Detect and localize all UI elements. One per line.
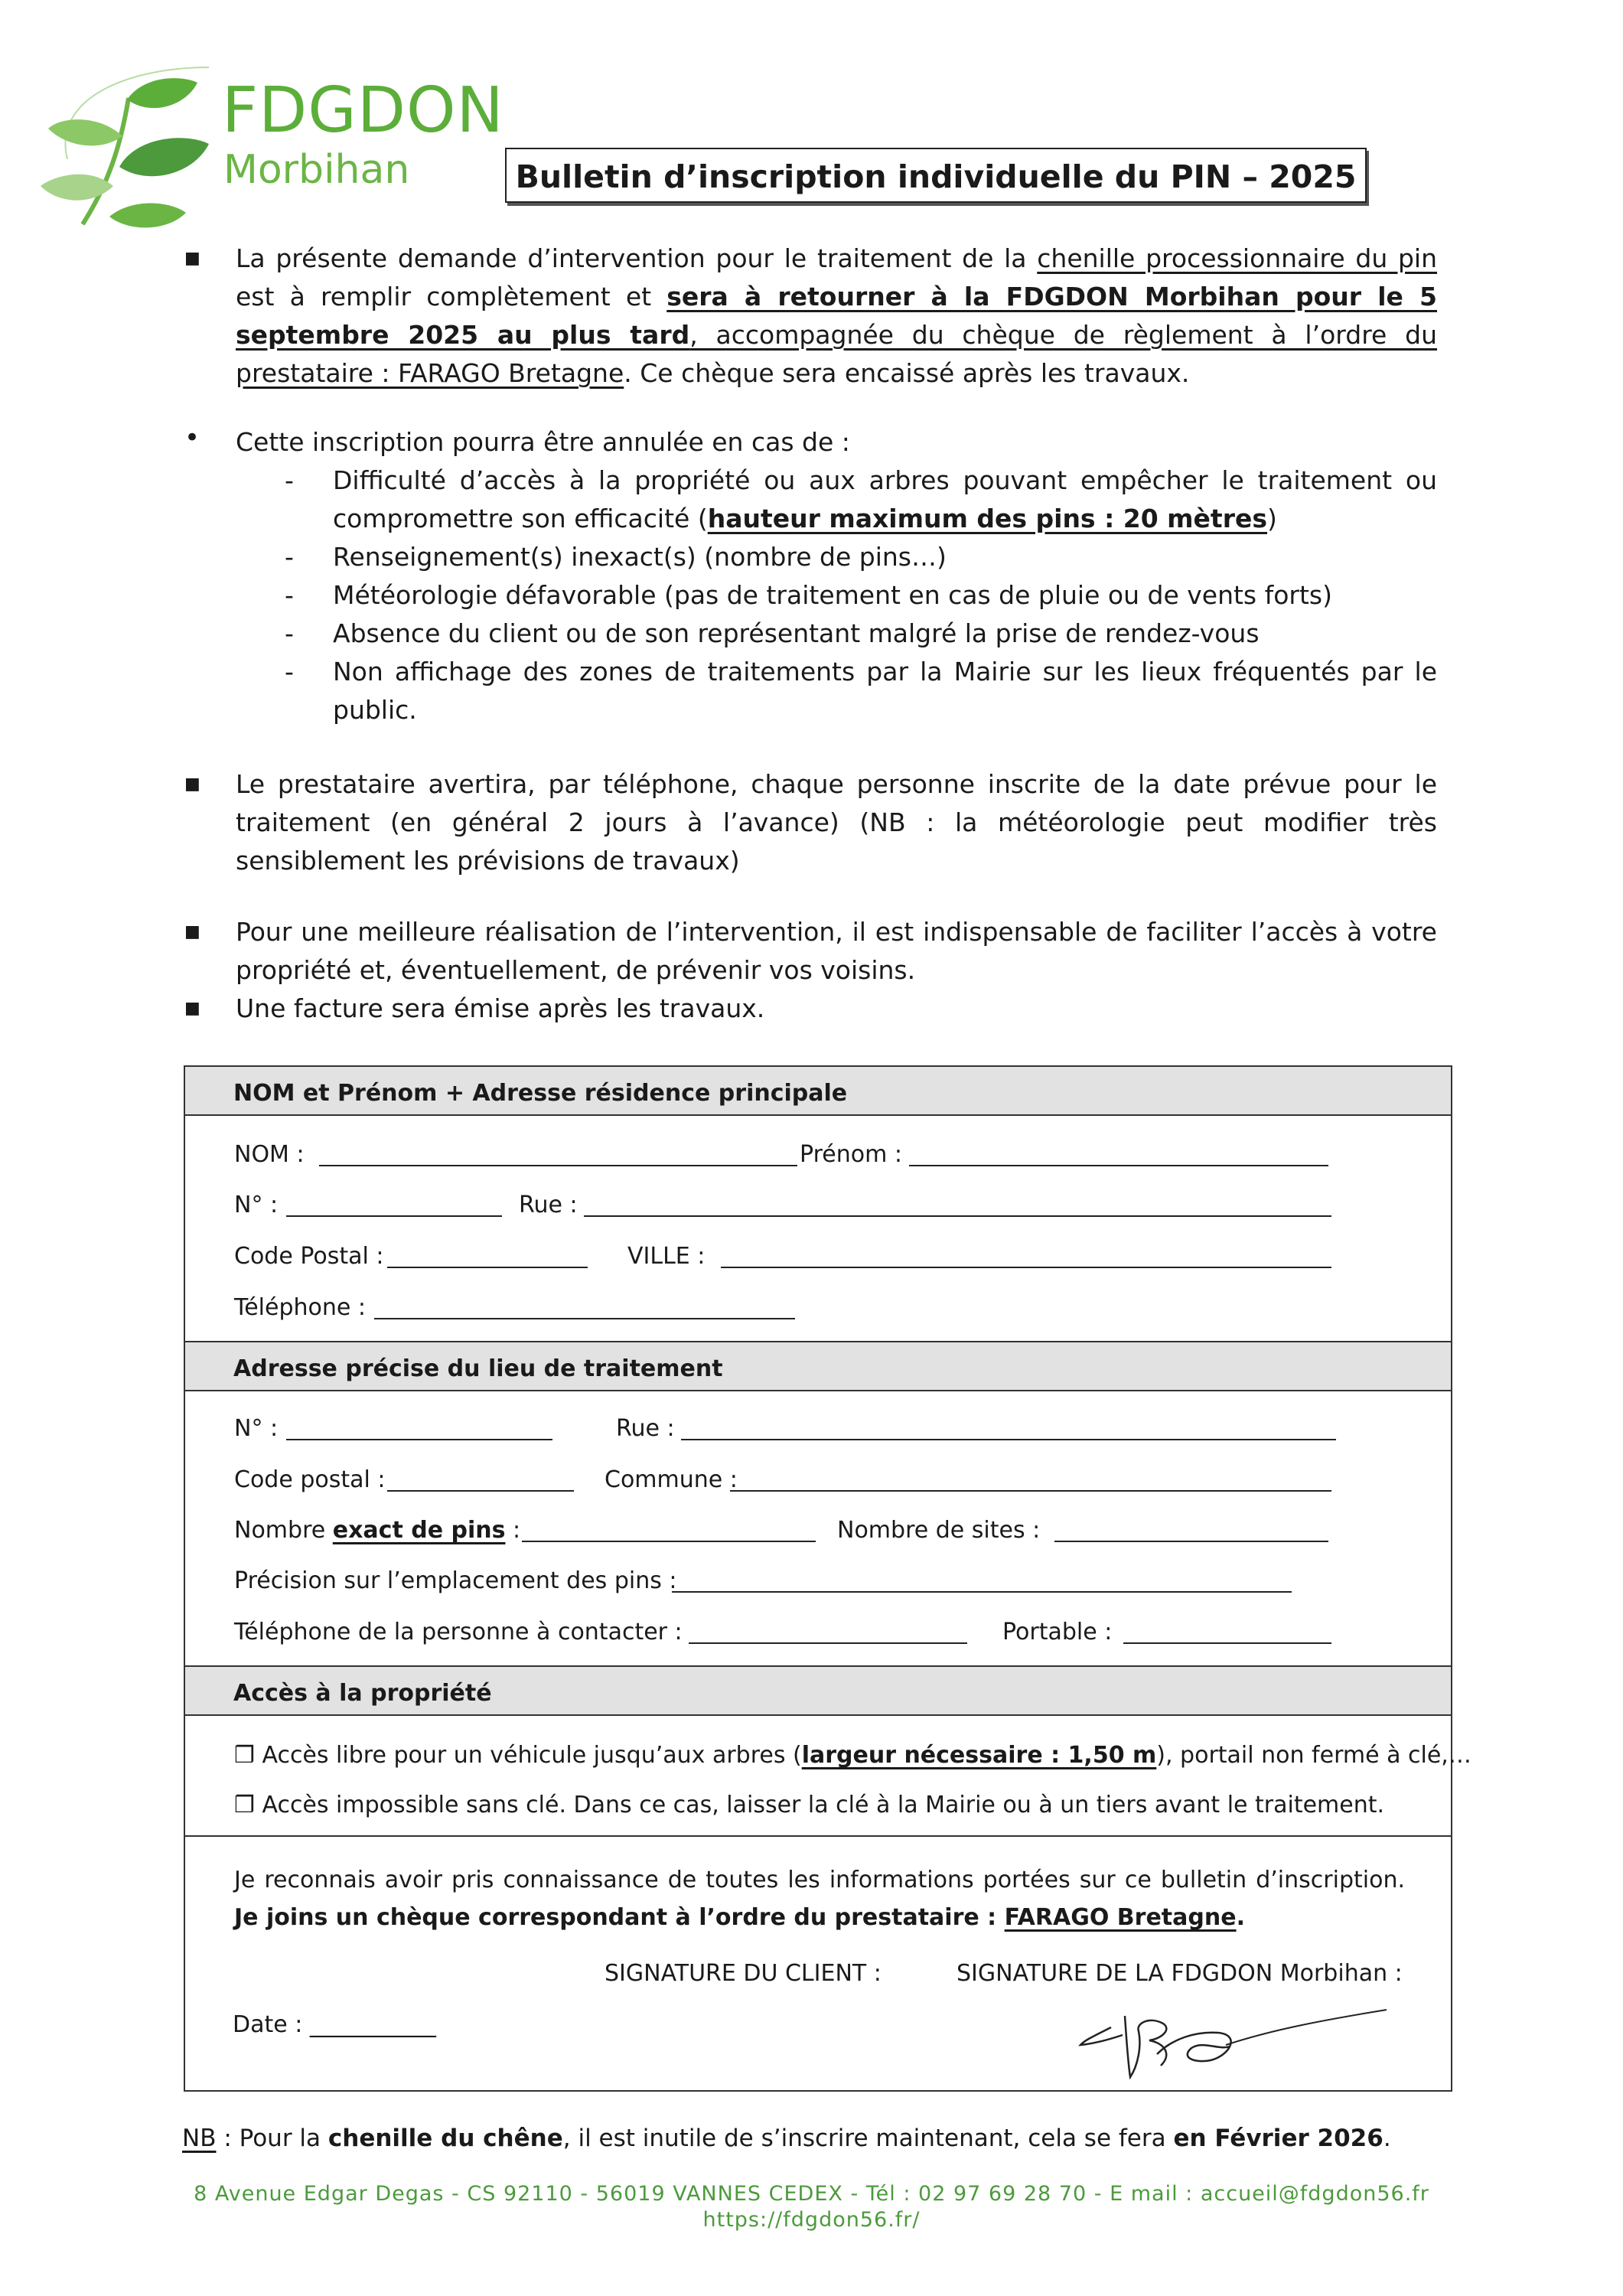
cancel-reason-4: Absence du client ou de son représentant malgré la prise de rendez-vous: [333, 618, 1260, 648]
label-treatment-numero: N° :: [234, 1415, 279, 1442]
checkbox-icon[interactable]: ❒: [234, 1742, 255, 1769]
commune-field[interactable]: [730, 1490, 1331, 1492]
label-ville: VILLE :: [627, 1243, 706, 1270]
label-numero: N° :: [234, 1192, 279, 1218]
label-nb-pins-colon: :: [505, 1517, 521, 1544]
logo-title: FDGDON: [222, 74, 504, 147]
bullet-square-icon: ■: [184, 249, 200, 268]
access-option-free[interactable]: [234, 1742, 1471, 1769]
checkbox-icon[interactable]: ❒: [234, 1792, 255, 1818]
intro-p1-deadline: sera à retourner à la FDGDON Morbihan pour le 5 septembre 2025 au plus tard: [236, 282, 1437, 350]
label-rue: Rue :: [519, 1192, 578, 1218]
dash-icon: -: [285, 580, 294, 610]
label-precision: Précision sur l’emplacement des pins :: [234, 1567, 677, 1594]
label-nb-pins: [234, 1519, 520, 1542]
label-portable: Portable :: [1002, 1619, 1113, 1645]
treatment-code-postal-field[interactable]: [387, 1490, 574, 1492]
cancel-reason-1-text: Difficulté d’accès à la propriété ou aux arbres pouvant empêcher le traitement ou compromettre son efficacité (: [333, 465, 1437, 533]
dash-icon: -: [285, 542, 294, 572]
nb-sites-field[interactable]: [1054, 1541, 1328, 1542]
signature-fdgdon-label: SIGNATURE DE LA FDGDON Morbihan :: [957, 1960, 1403, 1987]
cancel-reason-5: Non affichage des zones de traitements par la Mairie sur les lieux fréquentés par le public.: [333, 657, 1437, 725]
tel-contact-field[interactable]: [689, 1642, 967, 1644]
section-header-access: [185, 1665, 1451, 1716]
cancel-reason-3: Météorologie défavorable (pas de traitement en cas de pluie ou de vents forts): [333, 580, 1332, 610]
footer-note-end: .: [1383, 2125, 1391, 2152]
prenom-field[interactable]: [909, 1165, 1328, 1166]
label-nb-sites: Nombre de sites :: [837, 1517, 1041, 1544]
footer-note-chenille-chene: chenille du chêne: [328, 2125, 563, 2152]
access-option-key-text: Accès impossible sans clé. Dans ce cas, laisser la clé à la Mairie ou à un tiers avant le traitement.: [262, 1792, 1385, 1818]
portable-field[interactable]: [1123, 1642, 1331, 1644]
footer-note-text-2: , il est inutile de s’inscrire maintenant, cela se fera: [562, 2125, 1174, 2152]
intro-paragraph-4: Pour une meilleure réalisation de l’intervention, il est indispensable de faciliter l’accès à votre propriété et, éventuellement, de prévenir vos voisins.: [236, 917, 1437, 985]
section-title-access: Accès à la propriété: [233, 1680, 492, 1707]
footer-note-label: NB: [182, 2125, 217, 2152]
label-prenom: Prénom :: [800, 1141, 902, 1168]
section-title-main-address: NOM et Prénom + Adresse résidence principale: [233, 1080, 848, 1107]
bullet-dot-icon: •: [184, 422, 200, 453]
treatment-rue-field[interactable]: [681, 1439, 1336, 1440]
intro-p1-text: La présente demande d’intervention pour le traitement de la: [236, 243, 1038, 273]
label-nom: NOM :: [234, 1141, 305, 1168]
acknowledgement-text: [234, 1861, 1405, 1936]
footer-note: [182, 2125, 1391, 2152]
acknowledgement-prestataire: FARAGO Bretagne: [1004, 1904, 1237, 1931]
signature-client-label: SIGNATURE DU CLIENT :: [605, 1960, 882, 1987]
nb-pins-field[interactable]: [522, 1541, 816, 1542]
treatment-numero-field[interactable]: [286, 1439, 552, 1440]
rue-field[interactable]: [584, 1215, 1331, 1217]
footer-address: 8 Avenue Edgar Degas - CS 92110 - 56019 VANNES CEDEX - Tél : 02 97 69 28 70 - E mail : accueil@fdgdon56.fr: [194, 2182, 1429, 2206]
cancel-reason-1: [333, 461, 1437, 538]
cancel-reason-1-close: ): [1267, 504, 1277, 533]
access-option-free-text: Accès libre pour un véhicule jusqu’aux arbres (: [262, 1742, 802, 1769]
intro-p1-encaisse: . Ce chèque sera encaissé après les travaux.: [624, 358, 1190, 388]
cancel-reason-2: Renseignement(s) inexact(s) (nombre de pins…): [333, 542, 947, 572]
divider: [185, 1835, 1451, 1837]
intro-paragraph-3: Le prestataire avertira, par téléphone, chaque personne inscrite de la date prévue pour le traitement (en général 2 jours à l’avance) (NB : la météorologie peut modifier très sensiblement les prévisions de travaux): [236, 769, 1437, 876]
code-postal-field[interactable]: [387, 1267, 588, 1268]
date-field[interactable]: Date : ___________: [233, 2011, 436, 2038]
telephone-field[interactable]: [374, 1318, 795, 1319]
nom-field[interactable]: [319, 1165, 797, 1166]
intro-p1-chenille: chenille processionnaire du pin: [1037, 243, 1437, 273]
access-option-free-width: largeur nécessaire : 1,50 m: [801, 1742, 1157, 1769]
signature-image: [1065, 1993, 1394, 2085]
label-commune: Commune :: [605, 1466, 738, 1493]
label-treatment-code-postal: Code postal :: [234, 1466, 386, 1493]
label-tel-contact: Téléphone de la personne à contacter :: [234, 1619, 683, 1645]
logo-subtitle: Morbihan: [223, 147, 410, 193]
ville-field[interactable]: [721, 1267, 1331, 1268]
bullet-square-icon: ■: [184, 922, 200, 941]
access-option-free-text-2: ), portail non fermé à clé,…: [1156, 1742, 1471, 1769]
intro-p1-cheque: , accompagnée du chèque de règlement à l’ordre du prestataire : FARAGO Bretagne: [236, 320, 1437, 388]
title-box: [505, 148, 1367, 203]
dash-icon: -: [285, 465, 294, 495]
label-treatment-rue: Rue :: [616, 1415, 675, 1442]
footer-note-text: : Pour la: [216, 2125, 328, 2152]
numero-field[interactable]: [286, 1215, 502, 1217]
registration-form: [184, 1065, 1471, 2092]
dash-icon: -: [285, 657, 294, 687]
section-header-treatment-address: [185, 1341, 1451, 1391]
acknowledgement-end: .: [1236, 1904, 1245, 1931]
label-nb-pins-text: Nombre: [234, 1517, 333, 1544]
section-title-treatment-address: Adresse précise du lieu de traitement: [233, 1355, 723, 1382]
intro-p1-text-2: est à remplir complètement et: [236, 282, 667, 311]
intro-paragraph-5: Une facture sera émise après les travaux.: [236, 993, 765, 1023]
cancel-reason-1-max-height: hauteur maximum des pins : 20 mètres: [707, 504, 1268, 533]
bullet-square-icon: ■: [184, 999, 200, 1018]
section-header-main-address: [185, 1067, 1451, 1116]
label-telephone: Téléphone :: [234, 1294, 367, 1321]
access-option-key[interactable]: [234, 1792, 1384, 1818]
label-code-postal: Code Postal :: [234, 1243, 384, 1270]
leaf-logo-icon: [37, 52, 217, 228]
dash-icon: -: [285, 618, 294, 648]
acknowledgement-part-1: Je reconnais avoir pris connaissance de toutes les informations portées sur ce bulletin d’inscription.: [234, 1867, 1405, 1893]
label-nb-pins-exact: exact de pins: [332, 1517, 506, 1544]
precision-field[interactable]: [672, 1591, 1292, 1593]
acknowledgement-part-2: Je joins un chèque correspondant à l’ordre du prestataire :: [234, 1904, 1005, 1931]
intro-paragraph-1: [236, 240, 1437, 393]
bullet-square-icon: ■: [184, 775, 200, 794]
footer-note-date: en Février 2026: [1173, 2125, 1383, 2152]
intro-paragraph-2: Cette inscription pourra être annulée en cas de :: [236, 427, 850, 457]
footer-url-link[interactable]: https://fdgdon56.fr/: [702, 2208, 921, 2232]
document-title: Bulletin d’inscription individuelle du PIN – 2025: [515, 158, 1357, 195]
